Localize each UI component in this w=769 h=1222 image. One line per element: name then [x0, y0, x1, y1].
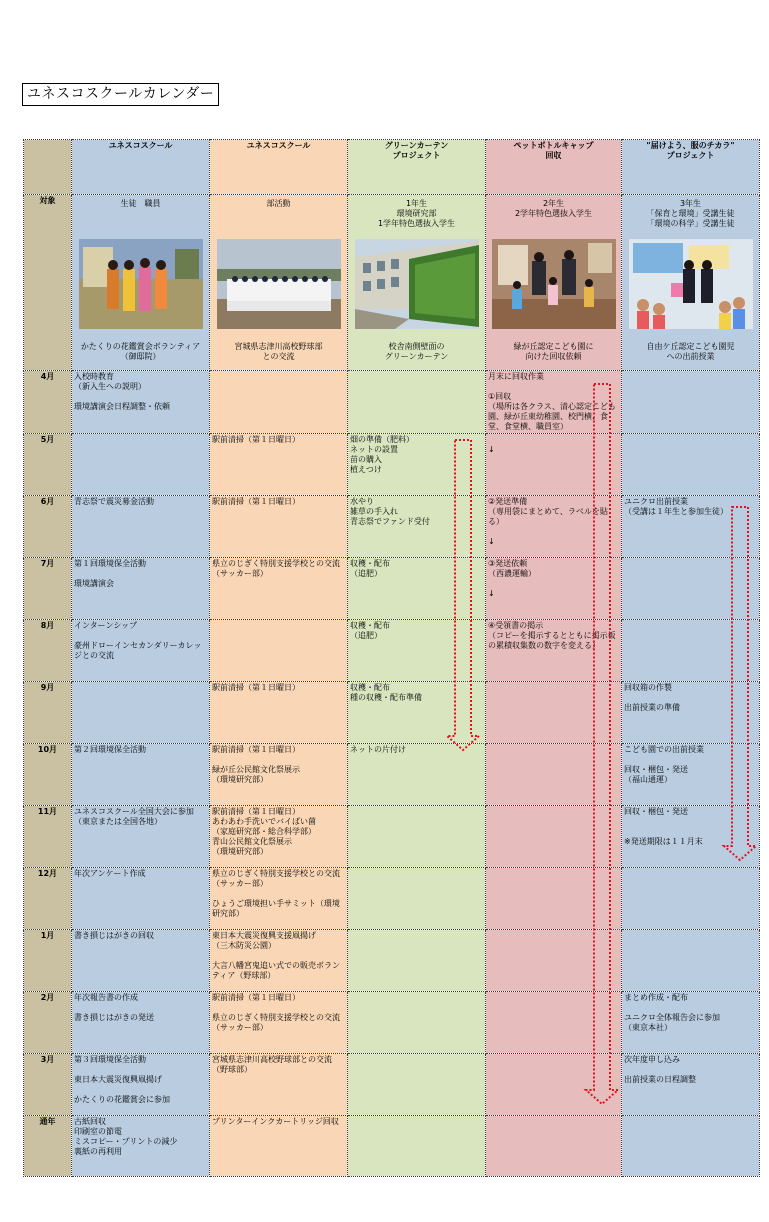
activity-cell — [622, 558, 760, 620]
month-row — [24, 992, 760, 1054]
cell-line — [624, 817, 757, 827]
cell-line: （受講は１年生と参加生徒） — [624, 507, 728, 516]
activity-cell — [72, 496, 210, 558]
cell-line — [212, 951, 345, 961]
cell-line: 裏紙の再利用 — [74, 1147, 122, 1156]
cell-line: 駅前清掃（第１日曜日） — [212, 807, 300, 816]
cell-line: 年次アンケート作成 — [74, 869, 146, 878]
cell-line: （東京本社） — [624, 1023, 672, 1032]
cell-line: ↓ — [488, 589, 495, 598]
activity-cell — [622, 930, 760, 992]
cell-line: 収穫・配布 — [350, 559, 390, 568]
cell-line: プリンターインクカートリッジ回収 — [212, 1117, 339, 1126]
month-label: 12月 — [24, 868, 72, 930]
cell-line: あわあわ手洗いでバイばい菌 — [212, 817, 316, 826]
cell-line: ユネスコスクール — [246, 141, 311, 150]
cell-line — [74, 569, 207, 579]
month-row — [24, 496, 760, 558]
activity-cell — [210, 496, 348, 558]
activity-cell — [486, 806, 622, 868]
activity-cell — [210, 371, 348, 434]
month-label: 5月 — [24, 434, 72, 496]
target-cell — [210, 195, 348, 371]
cell-line: ↓ — [488, 537, 495, 546]
activity-cell — [72, 434, 210, 496]
cell-line — [624, 372, 757, 382]
activity-cell — [622, 1054, 760, 1116]
activity-cell — [210, 682, 348, 744]
activity-cell — [210, 992, 348, 1054]
cell-line: 県立のじぎく特別支援学校との交流（サッカー部） — [212, 559, 340, 578]
activity-cell — [486, 558, 622, 620]
activity-cell — [210, 806, 348, 868]
activity-cell — [486, 434, 622, 496]
activity-cell — [348, 930, 486, 992]
cell-line: 大言八幡宮鬼追い式での販売ボランティア（野球部） — [212, 961, 340, 980]
cell-line: 東日本大震災復興凧揚げ — [74, 1075, 162, 1084]
cell-line: まとめ作成・配布 — [624, 993, 688, 1002]
cell-line — [624, 435, 757, 445]
cell-line: 回収・梱包・発送 — [624, 807, 688, 816]
cell-line: （専用袋にまとめて、ラベルを貼る） — [488, 507, 608, 526]
photo-caption — [622, 342, 759, 362]
cell-line — [624, 869, 757, 879]
kindergarten-lesson-photo — [629, 239, 753, 329]
cell-line: 第２回環境保全活動 — [74, 745, 146, 754]
activity-cell — [622, 434, 760, 496]
cell-line — [488, 869, 619, 879]
cell-line — [212, 621, 345, 631]
cell-line: （三木防災公園） — [212, 941, 276, 950]
target-audience — [72, 199, 209, 209]
cell-line — [624, 693, 757, 703]
cell-line: 植えつけ — [350, 465, 382, 474]
activity-cell — [72, 620, 210, 682]
cell-line: かたくりの花鑑賞会に参加 — [74, 1095, 170, 1104]
children-collecting-photo — [492, 239, 616, 329]
cell-line: ひょうご環境担い手サミット（環境研究部） — [212, 899, 340, 918]
cell-line: ネットの設置 — [350, 445, 398, 454]
cell-line: 環境研究部 — [396, 209, 437, 218]
cell-line: （追肥） — [350, 569, 382, 578]
column-header — [486, 140, 622, 195]
cell-line — [350, 869, 483, 879]
target-cell — [622, 195, 760, 371]
cell-line — [624, 1065, 757, 1075]
activity-cell — [622, 371, 760, 434]
cell-line — [212, 755, 345, 765]
month-label: 通年 — [24, 1116, 72, 1177]
cell-line — [350, 931, 483, 941]
activity-cell — [72, 1054, 210, 1116]
cell-line: ネットの片付け — [350, 745, 406, 754]
cell-line — [488, 993, 619, 1003]
activity-cell — [72, 371, 210, 434]
target-cell — [72, 195, 210, 371]
cell-line: （東京または全国各地） — [74, 817, 162, 826]
activity-cell — [210, 1054, 348, 1116]
column-header — [72, 140, 210, 195]
cell-line — [624, 621, 757, 631]
cell-line: 収穫・配布 — [350, 683, 390, 692]
cell-line: （追肥） — [350, 631, 382, 640]
activity-cell — [486, 620, 622, 682]
cell-line: 畑の準備（肥料） — [350, 435, 414, 444]
cell-line: 雑草の手入れ — [350, 507, 398, 516]
cell-line: 入校時教育 — [74, 372, 114, 381]
cell-line: 回収・梱包・発送 — [624, 765, 688, 774]
target-cell — [348, 195, 486, 371]
cell-line: ※発送期限は１１月末 — [624, 837, 703, 846]
month-row — [24, 434, 760, 496]
month-label: 8月 — [24, 620, 72, 682]
activity-cell — [348, 496, 486, 558]
photo-caption — [210, 342, 347, 362]
cell-line: ↓ — [488, 445, 495, 454]
cell-line: 年次報告書の作成 — [74, 993, 138, 1002]
cell-line: ①回収 — [488, 392, 512, 401]
cell-line: 書き損じはがきの回収 — [74, 931, 154, 940]
header-corner — [24, 140, 72, 195]
cell-line — [74, 1065, 207, 1075]
cell-line — [212, 889, 345, 899]
cell-line: 駅前清掃（第１日曜日） — [212, 435, 300, 444]
target-label: 対象 — [24, 195, 72, 371]
cell-line: 次年度申し込み — [624, 1055, 680, 1064]
activity-cell — [348, 1054, 486, 1116]
month-row — [24, 682, 760, 744]
cell-line: "届けよう、服のチカラ" — [646, 141, 735, 150]
activity-cell — [622, 620, 760, 682]
cell-line: （環境研究部） — [212, 847, 268, 856]
photo-caption — [348, 342, 485, 362]
cell-line: ユネスコスクール — [108, 141, 173, 150]
cell-line: 県立のじぎく特別支援学校との交流（サッカー部） — [212, 869, 340, 888]
activity-cell — [348, 682, 486, 744]
cell-line: 種の収穫・配布準備 — [350, 693, 422, 702]
activity-cell — [210, 434, 348, 496]
cell-line: （場所は各クラス、清心認定こども園、緑が丘東幼稚園、校門横、食堂、食堂横、職員室） — [488, 402, 616, 431]
cell-line — [74, 631, 207, 641]
calendar-table — [23, 139, 760, 1177]
activity-cell — [210, 868, 348, 930]
cell-line — [212, 372, 345, 382]
cell-line — [350, 372, 483, 382]
cell-line — [624, 1117, 757, 1127]
cell-line — [350, 993, 483, 1003]
cell-line: 水やり — [350, 497, 374, 506]
cell-line — [488, 807, 619, 817]
cell-line: 回収 — [545, 151, 562, 160]
activity-cell — [622, 496, 760, 558]
activity-cell — [72, 868, 210, 930]
activity-cell — [348, 620, 486, 682]
green-curtain-photo — [355, 239, 479, 329]
month-row — [24, 806, 760, 868]
cell-line: ペットボトルキャップ — [513, 141, 594, 150]
photo-caption — [72, 342, 209, 362]
activity-cell — [72, 744, 210, 806]
cell-line: 「環境の科学」受講生徒 — [646, 219, 735, 228]
month-row — [24, 868, 760, 930]
month-label: 1月 — [24, 930, 72, 992]
cell-line — [488, 683, 619, 693]
cell-line: ③発送依頼 — [488, 559, 528, 568]
cell-line: 環境講演会日程調整・依頼 — [74, 402, 170, 411]
month-row — [24, 371, 760, 434]
cell-line: （環境研究部） — [212, 775, 268, 784]
activity-cell — [348, 868, 486, 930]
header-row — [24, 140, 760, 195]
cell-line — [212, 1003, 345, 1013]
activity-cell — [348, 806, 486, 868]
month-row — [24, 930, 760, 992]
activity-cell — [622, 1116, 760, 1177]
cell-line: 宮城県志津川高校野球部 — [234, 342, 323, 351]
target-row — [24, 195, 760, 371]
cell-line: 出前授業の日程調整 — [624, 1075, 696, 1084]
cell-line: プロジェクト — [666, 151, 715, 160]
activity-cell — [72, 806, 210, 868]
cell-line — [624, 931, 757, 941]
cell-line: 苗の購入 — [350, 455, 382, 464]
cell-line: 「保育と環境」受講生徒 — [646, 209, 735, 218]
page-title: ユネスコスクールカレンダー — [22, 83, 219, 106]
cell-line: 収穫・配布 — [350, 621, 390, 630]
cell-line: 2年生 — [542, 199, 565, 208]
cell-line: 印刷室の節電 — [74, 1127, 122, 1136]
cell-line: 自由ケ丘認定こども園児 — [646, 342, 735, 351]
cell-line: 校舎南側壁面の — [388, 342, 445, 351]
cell-line: インターンシップ — [74, 621, 138, 630]
cell-line: ユニクロ出前授業 — [624, 497, 688, 506]
volunteers-photo — [79, 239, 203, 329]
cell-line: 緑が丘公民館文化祭展示 — [212, 765, 300, 774]
cell-line — [74, 435, 207, 445]
activity-cell — [72, 558, 210, 620]
activity-cell — [486, 1116, 622, 1177]
cell-line: こども園での出前授業 — [624, 745, 704, 754]
activity-cell — [348, 434, 486, 496]
cell-line: （コピーを掲示するとともに掲示板の累積収集数の数字を変える） — [488, 631, 616, 650]
cell-line — [488, 435, 619, 445]
cell-line: 豪州ドローインセカンダリーカレッジとの交流 — [74, 641, 202, 660]
activity-cell — [210, 930, 348, 992]
cell-line: 東日本大震災復興支援凧揚げ — [212, 931, 316, 940]
activity-cell — [348, 992, 486, 1054]
month-row — [24, 744, 760, 806]
cell-line: 駅前清掃（第１日曜日） — [212, 745, 300, 754]
month-label: 4月 — [24, 371, 72, 434]
activity-cell — [72, 992, 210, 1054]
cell-line — [488, 1117, 619, 1127]
cell-line: 環境講演会 — [74, 579, 114, 588]
month-row — [24, 620, 760, 682]
month-label: 7月 — [24, 558, 72, 620]
activity-cell — [622, 868, 760, 930]
activity-cell — [622, 806, 760, 868]
cell-line: 緑が丘認定こども園に — [513, 342, 594, 351]
activity-cell — [348, 1116, 486, 1177]
cell-line: 部活動 — [266, 199, 291, 208]
cell-line — [624, 755, 757, 765]
column-header — [210, 140, 348, 195]
cell-line: （福山通運） — [624, 775, 672, 784]
cell-line: （御邸院） — [120, 352, 161, 361]
cell-line: ユニクロ全体報告会に参加 — [624, 1013, 720, 1022]
target-audience — [348, 199, 485, 229]
cell-line — [488, 579, 619, 589]
month-row — [24, 1116, 760, 1177]
cell-line — [624, 827, 757, 837]
activity-cell — [486, 496, 622, 558]
cell-line: ②発送準備 — [488, 497, 528, 506]
cell-line — [74, 1085, 207, 1095]
cell-line: （西濃運輸） — [488, 569, 536, 578]
cell-line: かたくりの花鑑賞会ボランティア — [80, 342, 201, 351]
month-label: 9月 — [24, 682, 72, 744]
activity-cell — [486, 682, 622, 744]
activity-cell — [348, 371, 486, 434]
activity-cell — [348, 744, 486, 806]
activity-cell — [486, 371, 622, 434]
cell-line: 書き損じはがきの発送 — [74, 1013, 154, 1022]
cell-line: 生徒 職員 — [120, 199, 161, 208]
cell-line — [488, 382, 619, 392]
cell-line: 第３回環境保全活動 — [74, 1055, 146, 1064]
column-header — [348, 140, 486, 195]
cell-line: ミスコピー・プリントの減少 — [74, 1137, 178, 1146]
photo-caption — [486, 342, 621, 362]
cell-line: 駅前清掃（第１日曜日） — [212, 993, 300, 1002]
cell-line: 第１回環境保全活動 — [74, 559, 146, 568]
activity-cell — [210, 558, 348, 620]
cell-line: 宮城県志津川高校野球部との交流 — [212, 1055, 332, 1064]
cell-line — [74, 392, 207, 402]
cell-line: 県立のじぎく特別支援学校との交流（サッカー部） — [212, 1013, 340, 1032]
activity-cell — [622, 744, 760, 806]
activity-cell — [348, 558, 486, 620]
cell-line: 2学年特色選抜入学生 — [514, 209, 593, 218]
cell-line: グリーンカーテン — [384, 141, 449, 150]
activity-cell — [486, 1054, 622, 1116]
month-label: 6月 — [24, 496, 72, 558]
activity-cell — [622, 682, 760, 744]
cell-line: 駅前清掃（第１日曜日） — [212, 683, 300, 692]
cell-line: 月末に回収作業 — [488, 372, 544, 381]
cell-line: 1年生 — [405, 199, 428, 208]
activity-cell — [210, 1116, 348, 1177]
cell-line: との交流 — [262, 352, 295, 361]
cell-line: 青志祭でファンド受付 — [350, 517, 430, 526]
cell-line: 青山公民館文化祭展示 — [212, 837, 292, 846]
month-label: 3月 — [24, 1054, 72, 1116]
activity-cell — [486, 930, 622, 992]
cell-line — [74, 683, 207, 693]
activity-cell — [72, 930, 210, 992]
target-audience — [210, 199, 347, 209]
cell-line: 出前授業の準備 — [624, 703, 680, 712]
cell-line — [488, 931, 619, 941]
cell-line: 向けた回収依頼 — [525, 352, 582, 361]
cell-line — [350, 1117, 483, 1127]
activity-cell — [72, 682, 210, 744]
cell-line — [488, 745, 619, 755]
cell-line — [350, 807, 483, 817]
cell-line: 回収箱の作製 — [624, 683, 672, 692]
baseball-team-photo — [217, 239, 341, 329]
activity-cell — [486, 992, 622, 1054]
cell-line — [488, 527, 619, 537]
target-cell — [486, 195, 622, 371]
activity-cell — [210, 744, 348, 806]
cell-line: グリーンカーテン — [384, 352, 449, 361]
target-audience — [486, 199, 621, 219]
activity-cell — [486, 744, 622, 806]
month-label: 11月 — [24, 806, 72, 868]
month-row — [24, 558, 760, 620]
cell-line: ④受領書の掲示 — [488, 621, 544, 630]
cell-line — [74, 1003, 207, 1013]
activity-cell — [72, 1116, 210, 1177]
cell-line: 3年生 — [679, 199, 702, 208]
cell-line — [624, 559, 757, 569]
month-label: 2月 — [24, 992, 72, 1054]
cell-line: 1学年特色選抜入学生 — [377, 219, 456, 228]
activity-cell — [210, 620, 348, 682]
cell-line: （野球部） — [212, 1065, 252, 1074]
target-audience — [622, 199, 759, 229]
cell-line: 古紙回収 — [74, 1117, 106, 1126]
cell-line — [624, 1003, 757, 1013]
cell-line: への出前授業 — [666, 352, 715, 361]
cell-line: プロジェクト — [392, 151, 441, 160]
cell-line: （家庭研究部・総合科学部） — [212, 827, 316, 836]
cell-line — [488, 1055, 619, 1065]
month-row — [24, 1054, 760, 1116]
cell-line: 駅前清掃（第１日曜日） — [212, 497, 300, 506]
cell-line — [26, 141, 69, 151]
cell-line: （新入生への説明） — [74, 382, 146, 391]
cell-line: 青志祭で震災募金活動 — [74, 497, 154, 506]
activity-cell — [622, 992, 760, 1054]
cell-line — [350, 1055, 483, 1065]
column-header — [622, 140, 760, 195]
cell-line: ユネスコスクール全国大会に参加 — [74, 807, 194, 816]
activity-cell — [486, 868, 622, 930]
month-label: 10月 — [24, 744, 72, 806]
